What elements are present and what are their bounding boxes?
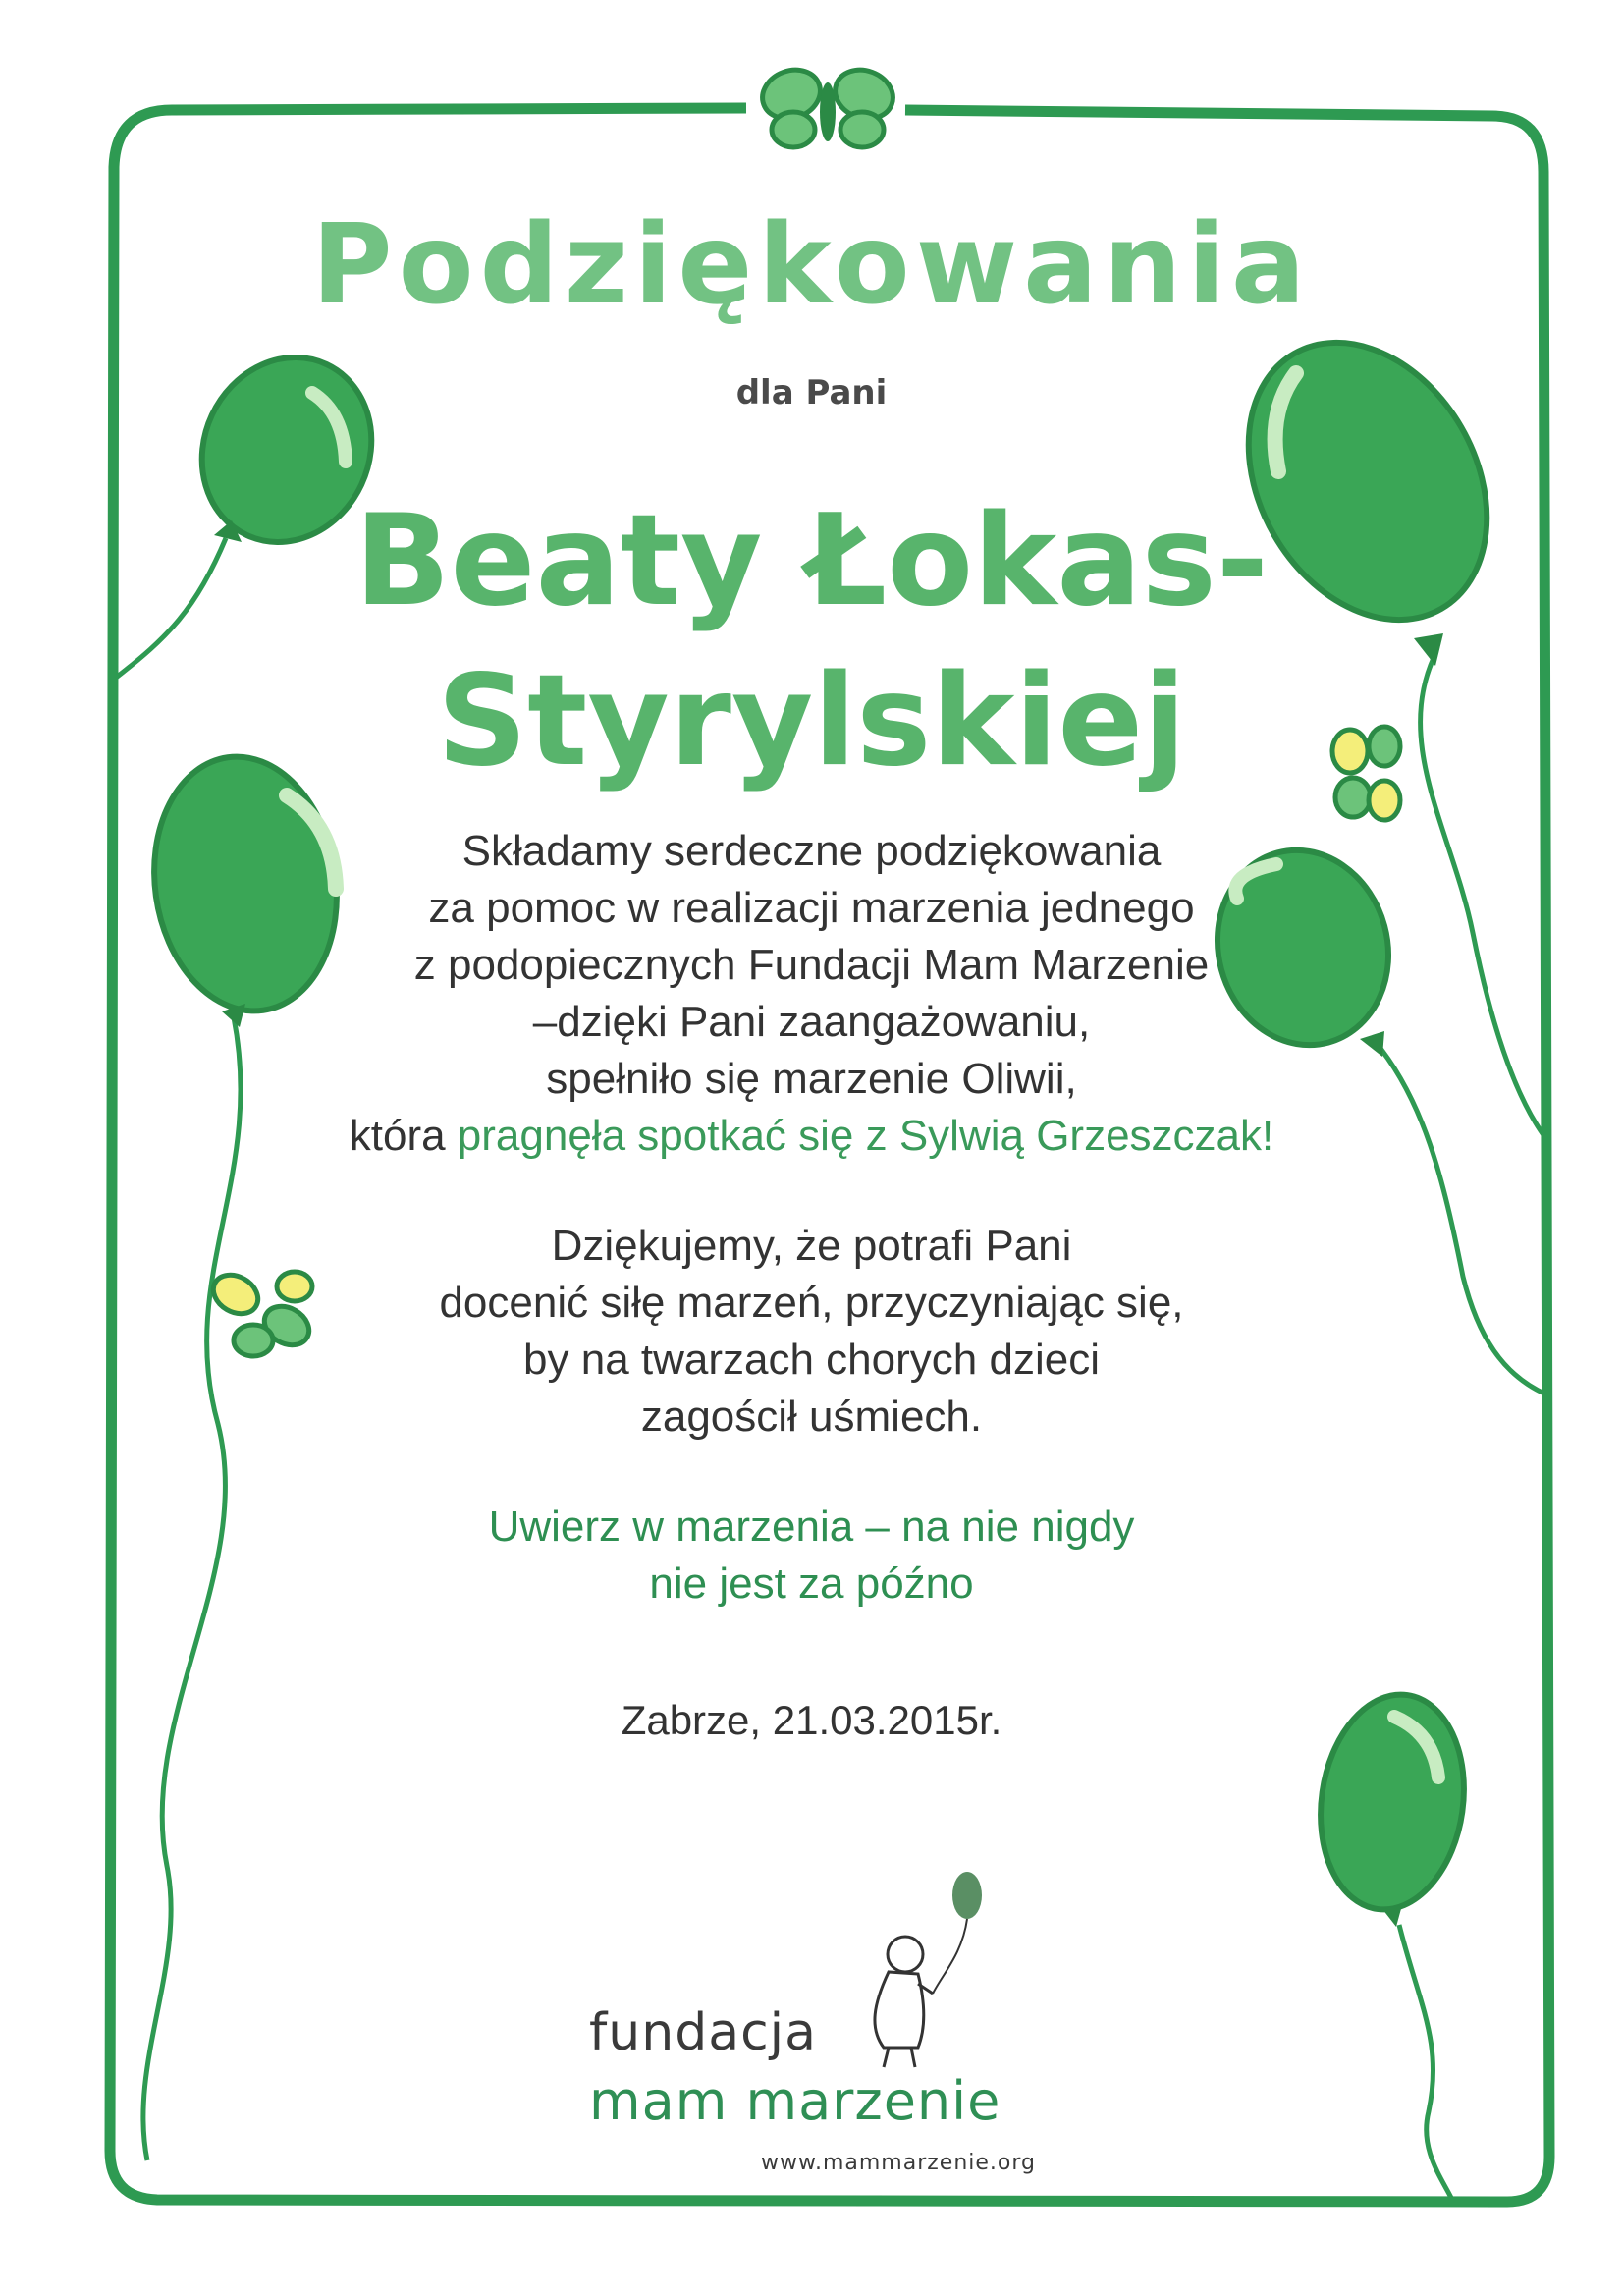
paragraph2-line1: Dziękujemy, że potrafi Pani — [551, 1222, 1072, 1270]
paragraph1-line4: –dzięki Pani zaangażowaniu, — [532, 998, 1091, 1046]
paragraph2-line3: by na twarzach chorych dzieci — [523, 1336, 1100, 1384]
date-line: Zabrze, 21.03.2015r. — [621, 1697, 1002, 1743]
logo-child-icon — [875, 1872, 982, 2067]
paragraph2-line4: zagościł uśmiech. — [640, 1393, 983, 1441]
paragraph1-line6 — [0, 1108, 1623, 1165]
logo-text-fundacja: fundacja — [589, 2003, 817, 2062]
logo-url: www.mammarzenie.org — [761, 2151, 1037, 2175]
butterfly-top-icon — [756, 62, 900, 147]
page-title: Podziękowania — [311, 201, 1312, 329]
paragraph1-line1: Składamy serdeczne podziękowania — [461, 827, 1162, 875]
motto — [0, 1499, 1623, 1613]
paragraph1-line5: spełniło się marzenie Oliwii, — [546, 1055, 1077, 1103]
paragraph1-line6-prefix: która — [349, 1112, 458, 1160]
recipient-name-line2: Styrylskiej — [436, 648, 1187, 794]
paragraph1-line2: za pomoc w realizacji marzenia jednego — [428, 884, 1195, 932]
motto-line1: Uwierz w marzenia – na nie nigdy — [488, 1503, 1135, 1551]
recipient-name-line1: Beaty Łokas- — [354, 488, 1269, 634]
logo-text-mam-marzenie: mam marzenie — [589, 2070, 1001, 2132]
balloon-right-bottom-icon — [1307, 1685, 1477, 2202]
paragraph1-line3: z podopiecznych Fundacji Mam Marzenie — [413, 941, 1210, 989]
motto-line2: nie jest za późno — [649, 1559, 974, 1608]
paragraph1-line6-highlight: pragnęła spotkać się z Sylwią Grzeszczak! — [457, 1112, 1274, 1160]
gratitude-paragraph — [0, 1218, 1623, 1446]
recipient-prefix: dla Pani — [735, 373, 888, 412]
thanks-paragraph — [0, 823, 1623, 1165]
paragraph2-line2: docenić siłę marzeń, przyczyniając się, — [439, 1279, 1184, 1327]
